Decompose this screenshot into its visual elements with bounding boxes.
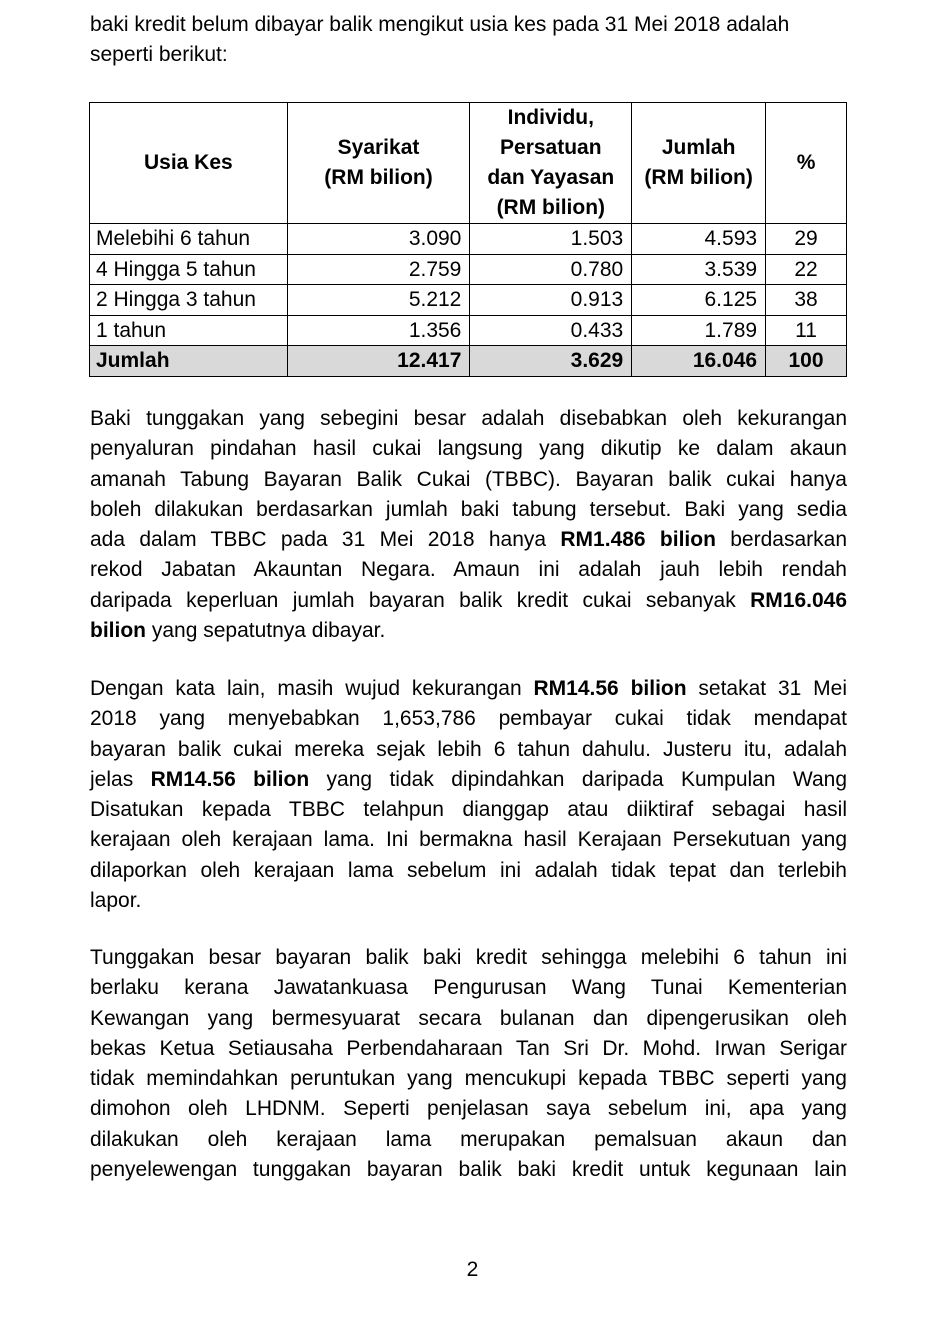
cell-syarikat: 5.212	[287, 285, 470, 316]
text-span: Dengan kata lain, masih wujud kekurangan	[90, 677, 534, 700]
cell-usia: 1 tahun	[90, 315, 288, 346]
page-number: 2	[466, 1258, 479, 1281]
text-span: jelas	[90, 767, 151, 791]
paragraph-line: berlaku kerana Jawatankuasa Pengurusan Wang Tunai Kementerian	[90, 976, 847, 1000]
header-jumlah-line-2: (RM bilion)	[644, 166, 753, 189]
paragraph-line	[90, 765, 847, 795]
paragraph-line: rekod Jabatan Akauntan Negara. Amaun ini adalah jauh lebih rendah	[90, 558, 847, 582]
intro-text	[90, 10, 847, 71]
paragraph-line: penyaluran pindahan hasil cukai langsung yang dikutip ke dalam akaun	[90, 437, 847, 461]
paragraph-line: Tunggakan besar bayaran balik baki kredit sehingga melebihi 6 tahun ini	[90, 946, 847, 969]
header-percent: %	[766, 103, 847, 224]
cell-individu: 0.913	[470, 285, 632, 316]
paragraph-line: tidak memindahkan peruntukan yang mencukupi kepada TBBC seperti yang	[90, 1067, 847, 1091]
text-span: setakat 31 Mei	[686, 677, 848, 700]
intro-line-2: seperti berikut:	[90, 43, 228, 67]
total-jumlah: 16.046	[632, 346, 766, 377]
cell-percent: 11	[766, 315, 847, 346]
cell-percent: 22	[766, 254, 847, 285]
paragraph-line: Disatukan kepada TBBC telahpun dianggap atau diiktiraf sebagai hasil	[90, 798, 847, 822]
header-syarikat-line-1: Syarikat	[337, 136, 420, 159]
cell-syarikat: 2.759	[287, 254, 470, 285]
table-row	[90, 285, 847, 316]
text-span: yang sepatutnya dibayar.	[146, 619, 386, 643]
header-individu	[470, 103, 632, 224]
cell-jumlah: 4.593	[632, 224, 766, 255]
cell-individu: 0.780	[470, 254, 632, 285]
bold-amount: RM14.56 bilion	[533, 677, 687, 700]
paragraph-line: Kewangan yang bermesyuarat secara bulanan dan dipengerusikan oleh	[90, 1006, 847, 1030]
bold-amount: bilion	[90, 619, 146, 643]
paragraph-line: 2018 yang menyebabkan 1,653,786 pembayar cukai tidak mendapat	[90, 707, 847, 731]
paragraph-line: amanah Tabung Bayaran Balik Cukai (TBBC). Bayaran balik cukai hanya	[90, 467, 847, 491]
cell-percent: 38	[766, 285, 847, 316]
cell-usia: Melebihi 6 tahun	[90, 224, 288, 255]
paragraph-line: bayaran balik cukai mereka sejak lebih 6 tahun dahulu. Justeru itu, adalah	[90, 737, 847, 761]
paragraph-2	[90, 674, 847, 916]
header-jumlah-line-1: Jumlah	[661, 136, 736, 159]
cell-individu: 0.433	[470, 315, 632, 346]
bold-amount: RM16.046	[750, 588, 847, 612]
cell-jumlah: 1.789	[632, 315, 766, 346]
header-jumlah	[632, 103, 766, 224]
cell-jumlah: 6.125	[632, 285, 766, 316]
paragraph-line	[90, 616, 847, 646]
cell-syarikat: 1.356	[287, 315, 470, 346]
paragraph-1	[90, 404, 847, 646]
paragraph-line	[90, 525, 847, 555]
cell-syarikat: 3.090	[287, 224, 470, 255]
paragraph-line: boleh dilakukan berdasarkan jumlah baki tabung tersebut. Baki yang sedia	[90, 497, 847, 521]
paragraph-line: kerajaan oleh kerajaan lama. Ini bermakna hasil Kerajaan Persekutuan yang	[90, 828, 847, 852]
table-row	[90, 224, 847, 255]
cell-usia: 4 Hingga 5 tahun	[90, 254, 288, 285]
total-percent: 100	[766, 346, 847, 377]
header-syarikat-line-2: (RM bilion)	[324, 166, 433, 189]
table-total-row	[90, 346, 847, 377]
paragraph-line: dilaporkan oleh kerajaan lama sebelum ini adalah tidak tepat dan terlebih	[90, 858, 847, 882]
paragraph-line	[90, 586, 847, 616]
paragraph-3	[90, 943, 847, 1185]
paragraph-line: penyelewengan tunggakan bayaran balik baki kredit untuk kegunaan lain	[90, 1158, 847, 1182]
intro-line-1: baki kredit belum dibayar balik mengikut usia kes pada 31 Mei 2018 adalah	[90, 13, 790, 36]
header-individu-line-1: Individu,	[507, 106, 594, 129]
total-individu: 3.629	[470, 346, 632, 377]
total-label: Jumlah	[90, 346, 288, 377]
bold-amount: RM1.486 bilion	[560, 528, 716, 552]
text-span: yang tidak dipindahkan daripada Kumpulan Wang	[309, 767, 848, 791]
table-header-row	[90, 103, 847, 224]
text-span: daripada keperluan jumlah bayaran balik kredit cukai sebanyak	[90, 588, 751, 612]
cell-percent: 29	[766, 224, 847, 255]
bold-amount: RM14.56 bilion	[150, 767, 310, 791]
paragraph-line	[90, 674, 847, 704]
table-row	[90, 315, 847, 346]
header-individu-line-3: dan Yayasan	[487, 166, 615, 189]
paragraph-line: Baki tunggakan yang sebegini besar adalah disebabkan oleh kekurangan	[90, 407, 847, 430]
table-row	[90, 254, 847, 285]
header-usia-kes: Usia Kes	[90, 103, 288, 224]
text-span: ada dalam TBBC pada 31 Mei 2018 hanya	[90, 528, 561, 552]
credit-age-table	[89, 102, 847, 377]
text-span: berdasarkan	[715, 528, 847, 552]
header-individu-line-2: Persatuan	[500, 136, 602, 159]
paragraph-line: dimohon oleh LHDNM. Seperti penjelasan saya sebelum ini, apa yang	[90, 1097, 847, 1121]
paragraph-line: lapor.	[90, 889, 142, 913]
total-syarikat: 12.417	[287, 346, 470, 377]
paragraph-line: dilakukan oleh kerajaan lama merupakan pemalsuan akaun dan	[90, 1127, 847, 1151]
cell-jumlah: 3.539	[632, 254, 766, 285]
header-individu-line-4: (RM bilion)	[496, 196, 606, 219]
cell-usia: 2 Hingga 3 tahun	[90, 285, 288, 316]
paragraph-line: bekas Ketua Setiausaha Perbendaharaan Tan Sri Dr. Mohd. Irwan Serigar	[90, 1036, 847, 1060]
header-syarikat	[287, 103, 470, 224]
cell-individu: 1.503	[470, 224, 632, 255]
